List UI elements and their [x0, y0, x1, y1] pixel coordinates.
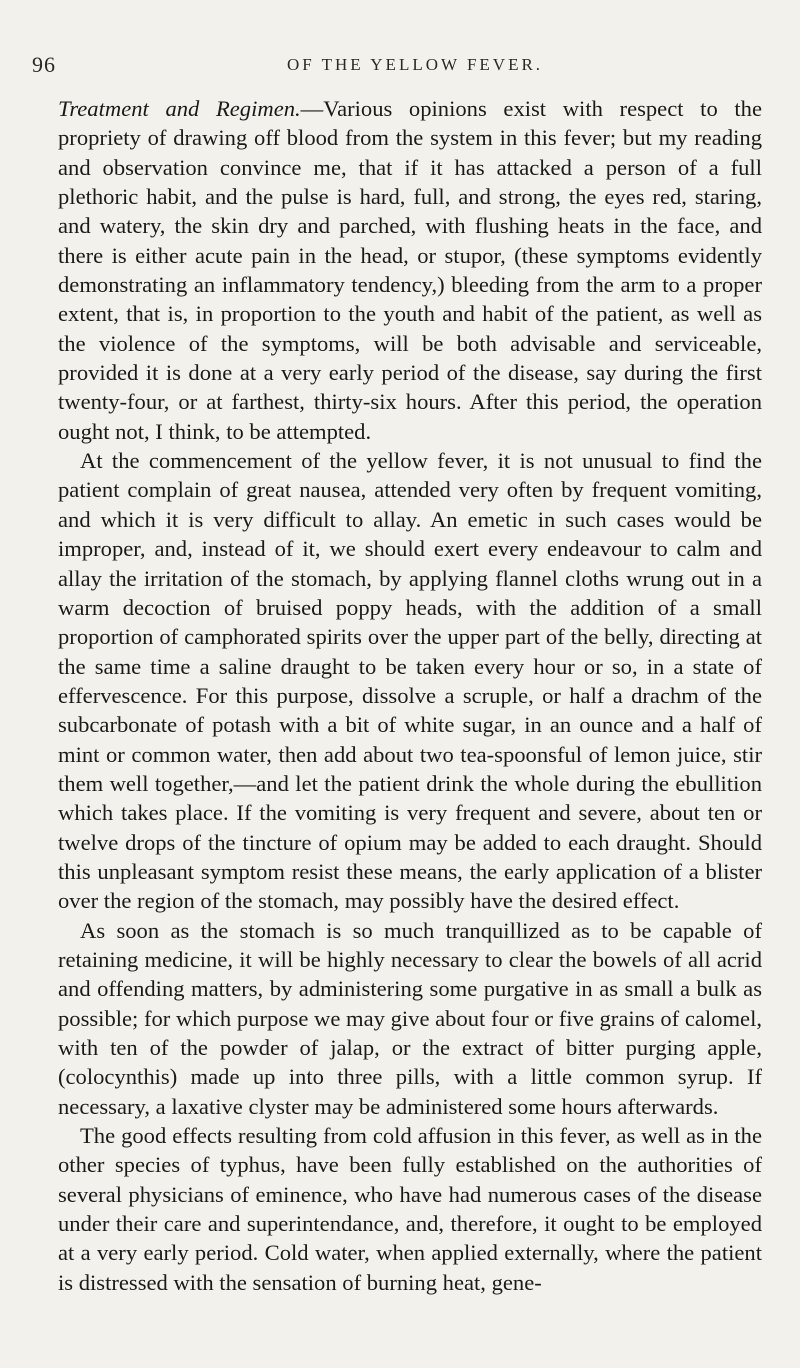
running-head: OF THE YELLOW FEVER. — [286, 55, 544, 74]
body-text — [58, 94, 762, 1297]
paragraph-purgative: As soon as the stomach is so much tranquillized as to be capable of retaining medicine, it will be highly necessary to clear the bowels of all acrid and offending matters, by administering some purgative in as small a bulk as possible; for which purpose we may give about four or five grains of calomel, with ten of the powder of jalap, or the extract of bitter purging apple, (colocynthis) made up into three pills, with a little common syrup. If necessary, a laxative clyster may be administered some hours afterwards. — [58, 917, 762, 1119]
paragraph-text: —Various opinions exist with respect to the propriety of drawing off blood from the system in this fever; but my reading and observation convince me, that if it has attacked a person of a full plethoric habit, and the pulse is hard, full, and strong, the eyes red, staring, and watery, the skin dry and parched, with flushing heats in the face, and there is either acute pain in the head, or stupor, (these symptoms evidently demonstrating an inflammatory tendency,) bleeding from the arm to a proper extent, that is, in proportion to the youth and habit of the patient, as well as the violence of the symptoms, will be both advisable and serviceable, provided it is done at a very early period of the disease, say during the first twenty-four, or at farthest, thirty-six hours. After this period, the operation ought not, I think, to be attempted. — [58, 96, 762, 444]
section-heading: Treatment and Regimen. — [58, 96, 301, 121]
paragraph-treatment — [58, 94, 762, 446]
paragraph-cold-affusion: The good effects resulting from cold affusion in this fever, as well as in the other species of typhus, have been fully established on the authorities of several physicians of eminence, who have had numerous cases of the disease under their care and superintendance, and, therefore, it ought to be employed at a very early period. Cold water, when applied externally, where the patient is distressed with the sensation of burning heat, gene- — [58, 1123, 762, 1295]
page-number: 96 — [32, 52, 56, 77]
paragraph-nausea: At the commencement of the yellow fever, it is not unusual to find the patient complain of great nausea, attended very often by frequent vomiting, and which it is very difficult to allay. An emetic in such cases would be improper, and, instead of it, we should exert every endeavour to calm and allay the irritation of the stomach, by applying flannel cloths wrung out in a warm decoction of bruised poppy heads, with the addition of a small proportion of camphorated spirits over the upper part of the belly, directing at the same time a saline draught to be taken every hour or so, in a state of effervescence. For this purpose, dissolve a scruple, or half a drachm of the subcarbonate of potash with a bit of white sugar, in an ounce and a half of mint or common water, then add about two tea-spoonsful of lemon juice, stir them well together,—and let the patient drink the whole during the ebullition which takes place. If the vomiting is very frequent and severe, about ten or twelve drops of the tincture of opium may be added to each draught. Should this unpleasant symptom resist these means, the early application of a blister over the region of the stomach, may possibly have the desired effect. — [58, 448, 762, 914]
